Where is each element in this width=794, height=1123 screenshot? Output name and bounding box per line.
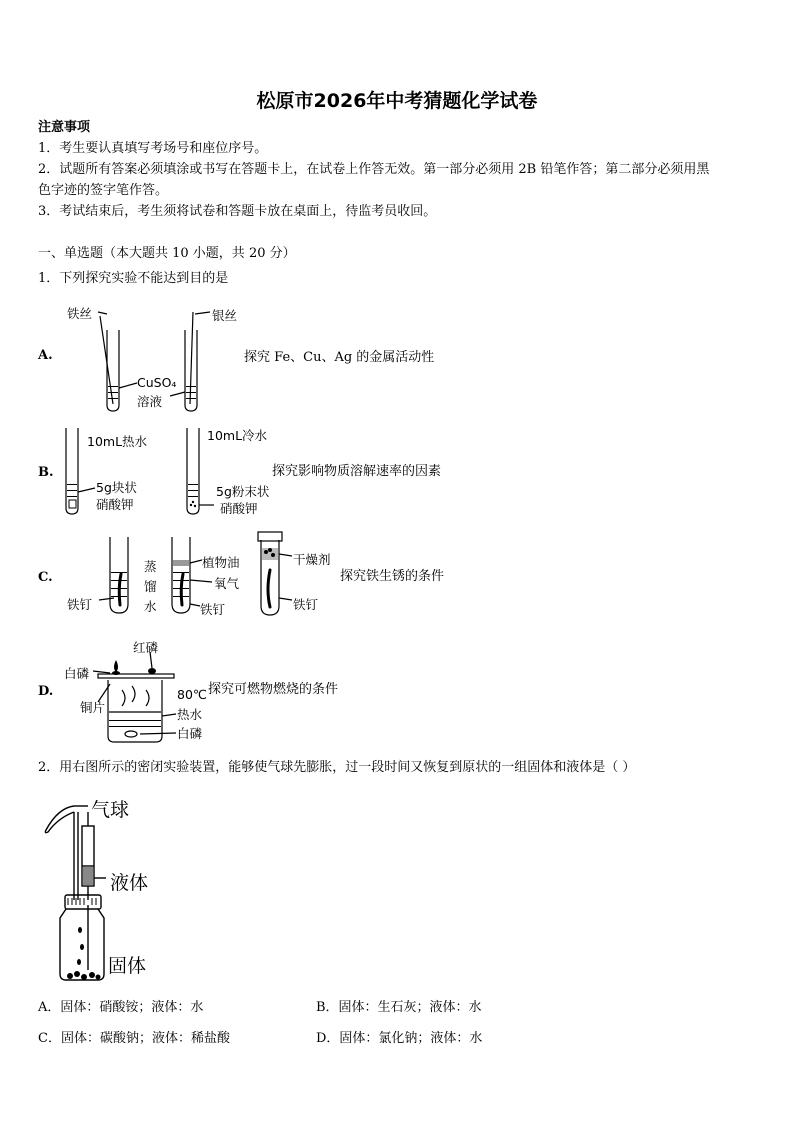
notice-item-2-cont: 色字迹的签字笔作答。	[38, 183, 169, 198]
question-2-stem: 2．用右图所示的密闭实验装置，能够使气球先膨胀，过一段时间又恢复到原状的一组固体和液体是（ ）	[38, 760, 636, 775]
option-c-desc: 探究铁生锈的条件	[340, 569, 445, 584]
solid-label: 固体	[108, 955, 147, 977]
lump-kno3-label-1: 5g块状	[96, 480, 137, 495]
oxygen-label: 氧气	[214, 576, 240, 591]
cuso4-label: CuSO₄	[137, 375, 177, 390]
water-label-3: 水	[144, 599, 157, 614]
cold-water-label: 10mL冷水	[207, 428, 268, 443]
question-1-stem: 1．下列探究实验不能达到目的是	[38, 271, 229, 286]
red-phosphorus-label: 红磷	[133, 640, 159, 655]
balloon-label: 气球	[91, 799, 130, 821]
nail-label-2: 铁钉	[200, 602, 226, 617]
copper-sheet-label: 铜片	[80, 700, 106, 715]
silver-wire-label: 银丝	[212, 308, 238, 323]
lump-kno3-label-2: 硝酸钾	[96, 497, 134, 512]
question-2-option-d: D．固体：氯化钠；液体：水	[316, 1031, 483, 1046]
page-title: 松原市2026年中考猜题化学试卷	[256, 90, 538, 112]
water-label-1: 蒸	[144, 559, 157, 574]
option-c-letter: C.	[38, 570, 53, 585]
desiccant-label: 干燥剂	[293, 552, 331, 567]
temperature-label: 80℃	[177, 687, 207, 702]
powder-kno3-label-1: 5g粉末状	[216, 484, 270, 499]
hot-water-label-d: 热水	[177, 707, 203, 722]
notice-heading: 注意事项	[38, 120, 91, 135]
notice-item-3: 3．考试结束后，考生须将试卷和答题卡放在桌面上，待监考员收回。	[38, 204, 437, 219]
notice-item-2: 2．试题所有答案必须填涂或书写在答题卡上，在试卷上作答无效。第一部分必须用 2B 铅笔作答；第二部分必须用黑	[38, 162, 710, 177]
liquid-label: 液体	[110, 872, 149, 894]
nail-label-1: 铁钉	[67, 597, 93, 612]
powder-kno3-label-2: 硝酸钾	[220, 501, 258, 516]
option-d-desc: 探究可燃物燃烧的条件	[208, 682, 339, 697]
question-2-option-c: C．固体：碳酸钠；液体：稀盐酸	[38, 1031, 230, 1046]
white-phosphorus-label-1: 白磷	[64, 666, 90, 681]
white-phosphorus-label-2: 白磷	[177, 726, 203, 741]
option-d-letter: D.	[38, 684, 54, 699]
iron-wire-label: 铁丝	[67, 306, 93, 321]
option-b-desc: 探究影响物质溶解速率的因素	[272, 464, 442, 479]
question-2-option-b: B．固体：生石灰；液体：水	[316, 1000, 482, 1015]
option-a-letter: A.	[38, 348, 53, 363]
nail-label-3: 铁钉	[293, 597, 319, 612]
hot-water-label: 10mL热水	[87, 434, 148, 449]
option-b-letter: B.	[38, 465, 54, 480]
notice-item-1: 1．考生要认真填写考场号和座位序号。	[38, 141, 268, 156]
question-2-option-a: A．固体：硝酸铵；液体：水	[38, 1000, 204, 1015]
oil-label: 植物油	[202, 555, 240, 570]
section-heading: 一、单选题（本大题共 10 小题，共 20 分）	[38, 246, 296, 261]
option-a-desc: 探究 Fe、Cu、Ag 的金属活动性	[244, 350, 435, 365]
solution-label: 溶液	[137, 394, 163, 409]
water-label-2: 馏	[144, 579, 157, 594]
